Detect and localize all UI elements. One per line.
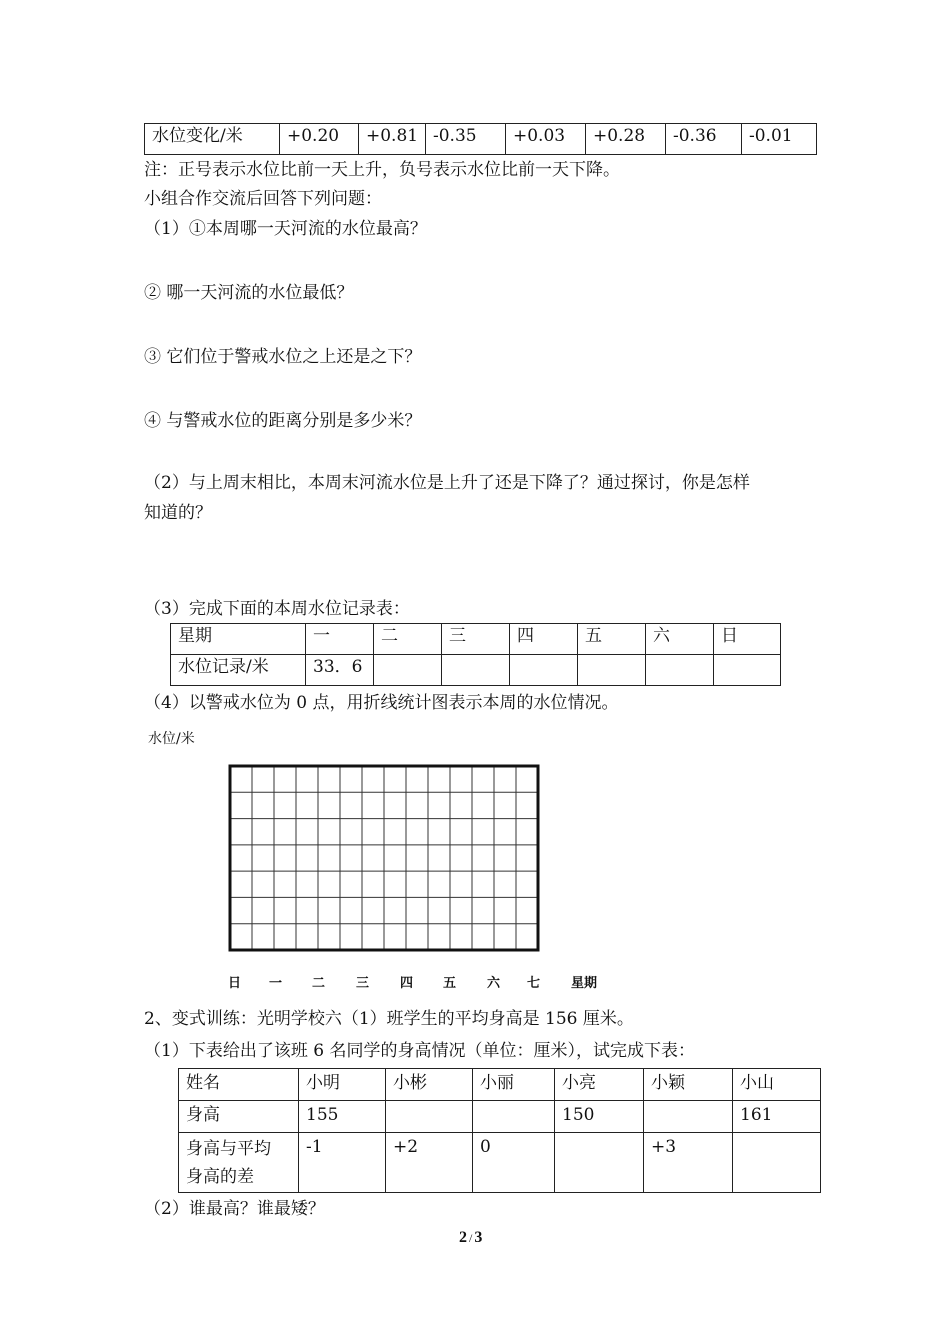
x-axis-tick-label: 七: [527, 976, 541, 991]
table-cell: 五: [578, 624, 646, 655]
table-cell[interactable]: [644, 1101, 733, 1133]
question-2-line2: 知道的？: [144, 503, 212, 523]
table-cell: 身高: [179, 1101, 299, 1133]
table-row: [145, 124, 817, 155]
question-1b: ② 哪一天河流的水位最低？: [144, 283, 354, 303]
table-row: [179, 1133, 821, 1193]
x-axis-tick-label: 六: [487, 976, 501, 991]
section-2-question-1: （1）下表给出了该班 6 名同学的身高情况（单位：厘米），试完成下表：: [144, 1041, 695, 1061]
table-cell: 二: [374, 624, 442, 655]
table-cell: 小明: [299, 1069, 386, 1101]
table-cell: 161: [733, 1101, 821, 1133]
table-cell: 33．6: [306, 655, 374, 686]
table-row: [171, 655, 781, 686]
section-2-question-2: （2）谁最高？谁最矮？: [144, 1199, 325, 1219]
table-cell: +0.81: [359, 124, 426, 155]
x-axis-unit-label: 星期: [571, 976, 598, 991]
table-cell: [179, 1133, 299, 1193]
note-text: 注：正号表示水位比前一天上升，负号表示水位比前一天下降。: [144, 160, 620, 180]
x-axis-tick-label: 一: [269, 976, 283, 991]
question-1c: ③ 它们位于警戒水位之上还是之下？: [144, 347, 422, 367]
table-cell: 0: [473, 1133, 555, 1193]
table-cell[interactable]: [555, 1133, 644, 1193]
page-separator: /: [469, 1231, 473, 1245]
table-cell: 星期: [171, 624, 306, 655]
table-cell: -0.01: [742, 124, 817, 155]
table-cell[interactable]: [733, 1133, 821, 1193]
question-1d: ④ 与警戒水位的距离分别是多少米？: [144, 411, 422, 431]
table-cell: 三: [442, 624, 510, 655]
table-cell[interactable]: [510, 655, 578, 686]
page-total: 3: [474, 1229, 483, 1246]
table-cell: 姓名: [179, 1069, 299, 1101]
x-axis-tick-label: 四: [400, 976, 414, 991]
chart-y-label: 水位/米: [148, 731, 195, 747]
page-number: [459, 1229, 482, 1247]
question-1a: （1）①本周哪一天河流的水位最高？: [144, 219, 427, 239]
table-cell: -1: [299, 1133, 386, 1193]
table-cell: 150: [555, 1101, 644, 1133]
table-cell[interactable]: [442, 655, 510, 686]
question-2-line1: （2）与上周末相比，本周末河流水位是上升了还是下降了？通过探讨，你是怎样: [144, 473, 750, 493]
table-cell: 小亮: [555, 1069, 644, 1101]
question-3: （3）完成下面的本周水位记录表：: [144, 599, 410, 619]
weekly-record-table: [170, 623, 781, 686]
x-axis-tick-label: 二: [312, 976, 326, 991]
table-cell: 小丽: [473, 1069, 555, 1101]
table-row: [171, 624, 781, 655]
question-4: （4）以警戒水位为 0 点，用折线统计图表示本周的水位情况。: [144, 693, 619, 713]
x-axis-tick-label: 日: [228, 976, 242, 991]
table-cell: 日: [714, 624, 781, 655]
table-cell: -0.36: [666, 124, 742, 155]
table-cell: +0.28: [586, 124, 666, 155]
table-cell[interactable]: [646, 655, 714, 686]
x-axis-tick-label: 五: [443, 976, 457, 991]
table-cell[interactable]: [578, 655, 646, 686]
row-label-line: 身高的差: [186, 1167, 254, 1187]
page-current: 2: [459, 1229, 467, 1246]
table-cell[interactable]: [714, 655, 781, 686]
table-cell: 四: [510, 624, 578, 655]
row-label-line: 身高与平均: [186, 1139, 271, 1159]
table-cell: 水位变化/米: [145, 124, 280, 155]
table-row: [179, 1101, 821, 1133]
water-change-table: [144, 123, 817, 155]
table-cell: +0.03: [506, 124, 586, 155]
table-cell: 一: [306, 624, 374, 655]
table-cell: 小山: [733, 1069, 821, 1101]
table-cell[interactable]: [473, 1101, 555, 1133]
table-cell: 水位记录/米: [171, 655, 306, 686]
table-cell: 小彬: [386, 1069, 473, 1101]
table-row: [179, 1069, 821, 1101]
table-cell: 155: [299, 1101, 386, 1133]
line-chart-grid[interactable]: [228, 764, 540, 952]
table-cell[interactable]: [374, 655, 442, 686]
table-cell: +0.20: [280, 124, 359, 155]
section-2-title: 2、变式训练：光明学校六（1）班学生的平均身高是 156 厘米。: [144, 1009, 634, 1029]
x-axis-tick-label: 三: [356, 976, 370, 991]
table-cell: 六: [646, 624, 714, 655]
table-cell: +3: [644, 1133, 733, 1193]
intro-text: 小组合作交流后回答下列问题：: [144, 189, 382, 209]
table-cell: +2: [386, 1133, 473, 1193]
table-cell: -0.35: [426, 124, 506, 155]
table-cell: 小颖: [644, 1069, 733, 1101]
table-cell[interactable]: [386, 1101, 473, 1133]
height-table: [178, 1068, 821, 1193]
